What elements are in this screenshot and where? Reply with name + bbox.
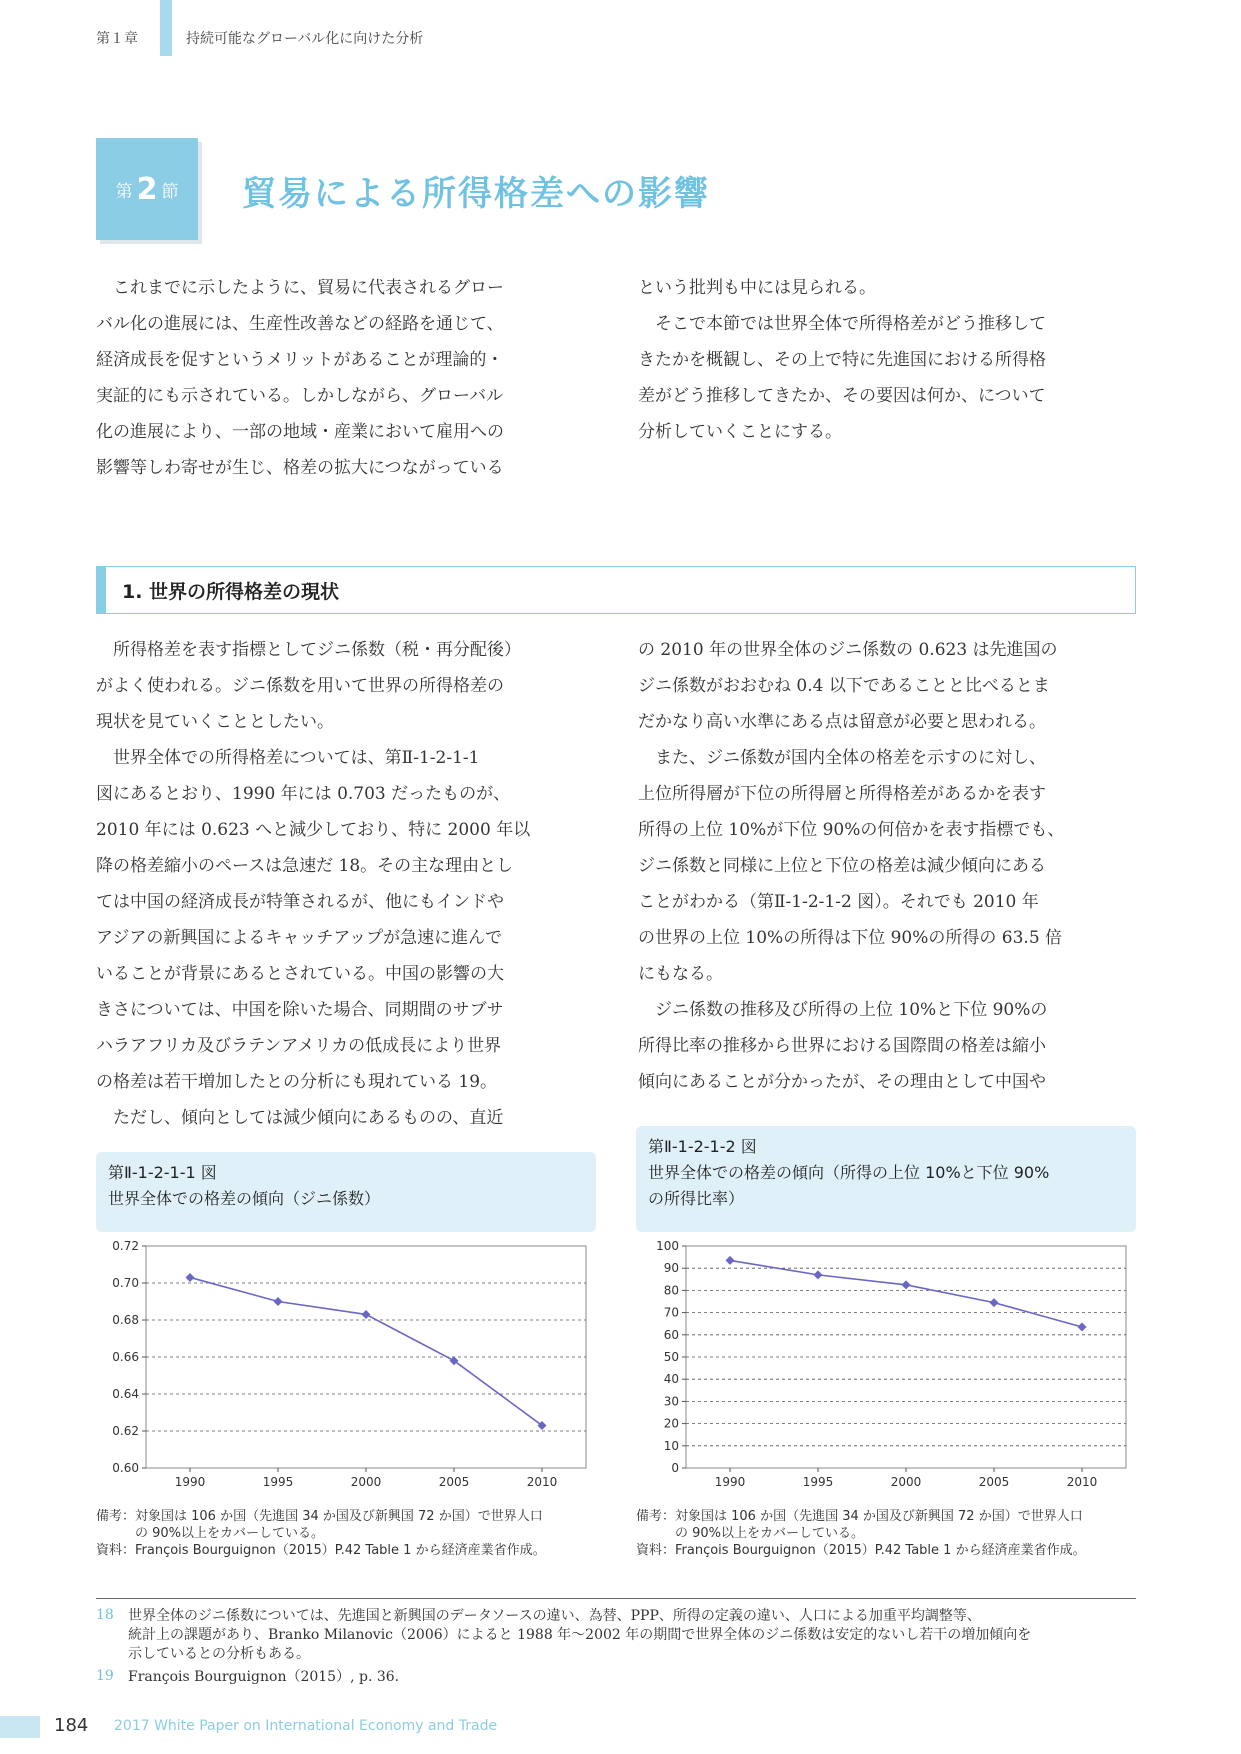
footnote-line: François Bourguignon（2015）, p. 36.: [128, 1669, 400, 1685]
text-line: がよく使われる。ジニ係数を用いて世界の所得格差の: [96, 676, 504, 696]
chapter-title: 持続可能なグローバル化に向けた分析: [186, 31, 424, 47]
footnote-18: [128, 1607, 1138, 1664]
text-line: 分析していくことにする。: [638, 422, 842, 442]
section-prefix: 第: [115, 181, 133, 202]
y-tick-label: 0.66: [112, 1350, 139, 1364]
figure-2-title-line: の所得比率）: [648, 1189, 745, 1208]
chapter-label: 第１章: [96, 31, 138, 47]
text-line: 現状を見ていくこととしたい。: [96, 712, 334, 732]
footnote-line: 世界全体のジニ係数については、先進国と新興国のデータソースの違い、為替、PPP、所得の定義の違い、人口による加重平均調整等、: [128, 1608, 981, 1624]
text-line: そこで本節では世界全体で所得格差がどう推移して: [638, 314, 1046, 334]
x-tick-label: 1990: [174, 1475, 206, 1489]
section-number: 2: [136, 171, 158, 207]
y-tick-label: 0.68: [112, 1313, 139, 1327]
note-line: の 90%以上をカバーしている。: [96, 1526, 325, 1541]
x-tick-label: 2010: [1066, 1475, 1098, 1489]
figure-1-chart: [96, 1236, 606, 1506]
text-line: アジアの新興国によるキャッチアップが急速に進んで: [96, 928, 503, 948]
text-line: 差がどう推移してきたか、その要因は何か、について: [638, 386, 1046, 406]
section-suffix: 節: [161, 181, 179, 202]
y-tick-label: 20: [663, 1416, 679, 1431]
y-tick-label: 0.70: [112, 1276, 139, 1290]
footnote-line: 統計上の課題があり、Branko Milanovic（2006）によると 1988 年〜2002 年の期間で世界全体のジニ係数は安定的ないし若干の増加傾向を: [128, 1627, 1032, 1643]
page-number-accent: [0, 1716, 40, 1738]
body-right-column: [638, 632, 1138, 1100]
footnote-19-number: 19: [96, 1668, 114, 1684]
text-line: ことがわかる（第Ⅱ-1-2-1-2 図）。それでも 2010 年: [638, 892, 1039, 912]
text-line: また、ジニ係数が国内全体の格差を示すのに対し、: [638, 748, 1046, 768]
text-line: 所得比率の推移から世界における国際間の格差は縮小: [638, 1036, 1046, 1056]
text-line: ジニ係数と同様に上位と下位の格差は減少傾向にある: [638, 856, 1046, 876]
y-tick-label: 80: [663, 1283, 679, 1298]
text-line: の格差は若干増加したとの分析にも現れている 19。: [96, 1072, 498, 1092]
text-line: 上位所得層が下位の所得層と所得格差があるかを表す: [638, 784, 1046, 804]
body-left-column: [96, 632, 616, 1136]
text-line: 傾向にあることが分かったが、その理由として中国や: [638, 1072, 1046, 1092]
y-tick-label: 0.72: [112, 1239, 139, 1253]
note-line: 資料：François Bourguignon（2015）P.42 Table 1 から経済産業省作成。: [636, 1543, 1086, 1558]
x-tick-label: 2000: [890, 1475, 922, 1489]
footnote-rule: [96, 1598, 1136, 1599]
text-line: 化の進展により、一部の地域・産業において雇用への: [96, 422, 504, 442]
intro-right-column: [638, 270, 1138, 450]
page-number: 184: [54, 1715, 89, 1736]
y-tick-label: 90: [663, 1261, 679, 1276]
text-line: 経済成長を促すというメリットがあることが理論的・: [96, 350, 504, 370]
text-line: ハラアフリカ及びラテンアメリカの低成長により世界: [96, 1036, 502, 1056]
figure-1-title: 世界全体での格差の傾向（ジニ係数）: [108, 1189, 381, 1208]
note-line: 資料：François Bourguignon（2015）P.42 Table 1 から経済産業省作成。: [96, 1543, 546, 1558]
subsection-heading-box: [96, 566, 1136, 614]
text-line: きたかを概観し、その上で特に先進国における所得格: [638, 350, 1046, 370]
y-tick-label: 100: [656, 1239, 679, 1253]
text-line: いることが背景にあるとされている。中国の影響の大: [96, 964, 504, 984]
x-tick-label: 2005: [978, 1475, 1010, 1489]
text-line: 所得の上位 10%が下位 90%の何倍かを表す指標でも、: [638, 820, 1065, 840]
text-line: 実証的にも示されている。しかしながら、グローバル: [96, 386, 504, 406]
text-line: の世界の上位 10%の所得は下位 90%の所得の 63.5 倍: [638, 928, 1063, 948]
note-line: 備考：対象国は 106 か国（先進国 34 か国及び新興国 72 か国）で世界人口: [636, 1509, 1083, 1524]
intro-left-column: [96, 270, 616, 486]
footnote-18-number: 18: [96, 1607, 114, 1623]
y-tick-label: 50: [663, 1350, 679, 1364]
text-line: 図にあるとおり、1990 年には 0.703 だったものが、: [96, 784, 511, 804]
y-tick-label: 60: [663, 1327, 679, 1342]
text-line: ただし、傾向としては減少傾向にあるものの、直近: [96, 1108, 504, 1128]
figure-1-header: [96, 1152, 596, 1232]
text-line: だかなり高い水準にある点は留意が必要と思われる。: [638, 712, 1046, 732]
text-line: これまでに示したように、貿易に代表されるグロー: [96, 278, 504, 298]
figure-2-chart: [636, 1236, 1146, 1506]
text-line: ては中国の経済成長が特筆されるが、他にもインドや: [96, 892, 504, 912]
section-badge: [96, 138, 198, 240]
text-line: の 2010 年の世界全体のジニ係数の 0.623 は先進国の: [638, 640, 1058, 660]
figure-2-number: 第Ⅱ-1-2-1-2 図: [648, 1137, 757, 1156]
footnote-line: 示しているとの分析もある。: [128, 1646, 310, 1662]
text-line: 降の格差縮小のペースは急速だ 18。その主な理由とし: [96, 856, 514, 876]
y-tick-label: 0.60: [112, 1461, 139, 1475]
x-tick-label: 1995: [802, 1475, 834, 1489]
figure-2-header: [636, 1126, 1136, 1232]
x-tick-label: 1990: [714, 1475, 746, 1489]
figure-2-notes: [636, 1508, 1156, 1559]
x-tick-label: 2005: [438, 1475, 470, 1489]
y-tick-label: 40: [663, 1372, 679, 1387]
text-line: ジニ係数の推移及び所得の上位 10%と下位 90%の: [638, 1000, 1048, 1020]
text-line: 影響等しわ寄せが生じ、格差の拡大につながっている: [96, 458, 504, 478]
header-accent-bar: [160, 0, 172, 56]
note-line: 備考：対象国は 106 か国（先進国 34 か国及び新興国 72 か国）で世界人口: [96, 1509, 543, 1524]
x-tick-label: 2010: [526, 1475, 558, 1489]
y-tick-label: 30: [663, 1394, 679, 1409]
note-line: の 90%以上をカバーしている。: [636, 1526, 865, 1541]
text-line: 2010 年には 0.623 へと減少しており、特に 2000 年以: [96, 820, 531, 840]
footnote-19: [128, 1668, 1138, 1687]
y-tick-label: 10: [663, 1438, 679, 1453]
y-tick-label: 70: [663, 1305, 679, 1320]
text-line: にもなる。: [638, 964, 723, 984]
text-line: 世界全体での所得格差については、第Ⅱ-1-2-1-1: [96, 748, 480, 768]
section-title: 貿易による所得格差への影響: [242, 174, 710, 214]
y-tick-label: 0.62: [112, 1424, 139, 1438]
text-line: きさについては、中国を除いた場合、同期間のサブサ: [96, 1000, 504, 1020]
figure-2-title-line: 世界全体での格差の傾向（所得の上位 10%と下位 90%: [648, 1163, 1050, 1182]
x-tick-label: 2000: [350, 1475, 382, 1489]
y-tick-label: 0: [671, 1461, 679, 1475]
figure-1-notes: [96, 1508, 616, 1559]
x-tick-label: 1995: [262, 1475, 294, 1489]
text-line: バル化の進展には、生産性改善などの経路を通じて、: [96, 314, 504, 334]
subsection-title: 1. 世界の所得格差の現状: [122, 581, 340, 603]
figure-1-number: 第Ⅱ-1-2-1-1 図: [108, 1163, 217, 1182]
y-tick-label: 0.64: [112, 1387, 139, 1401]
text-line: 所得格差を表す指標としてジニ係数（税・再分配後）: [96, 640, 521, 660]
footer-title: 2017 White Paper on International Economy and Trade: [114, 1718, 498, 1734]
text-line: という批判も中には見られる。: [638, 278, 876, 298]
text-line: ジニ係数がおおむね 0.4 以下であることと比べるとま: [638, 676, 1050, 696]
